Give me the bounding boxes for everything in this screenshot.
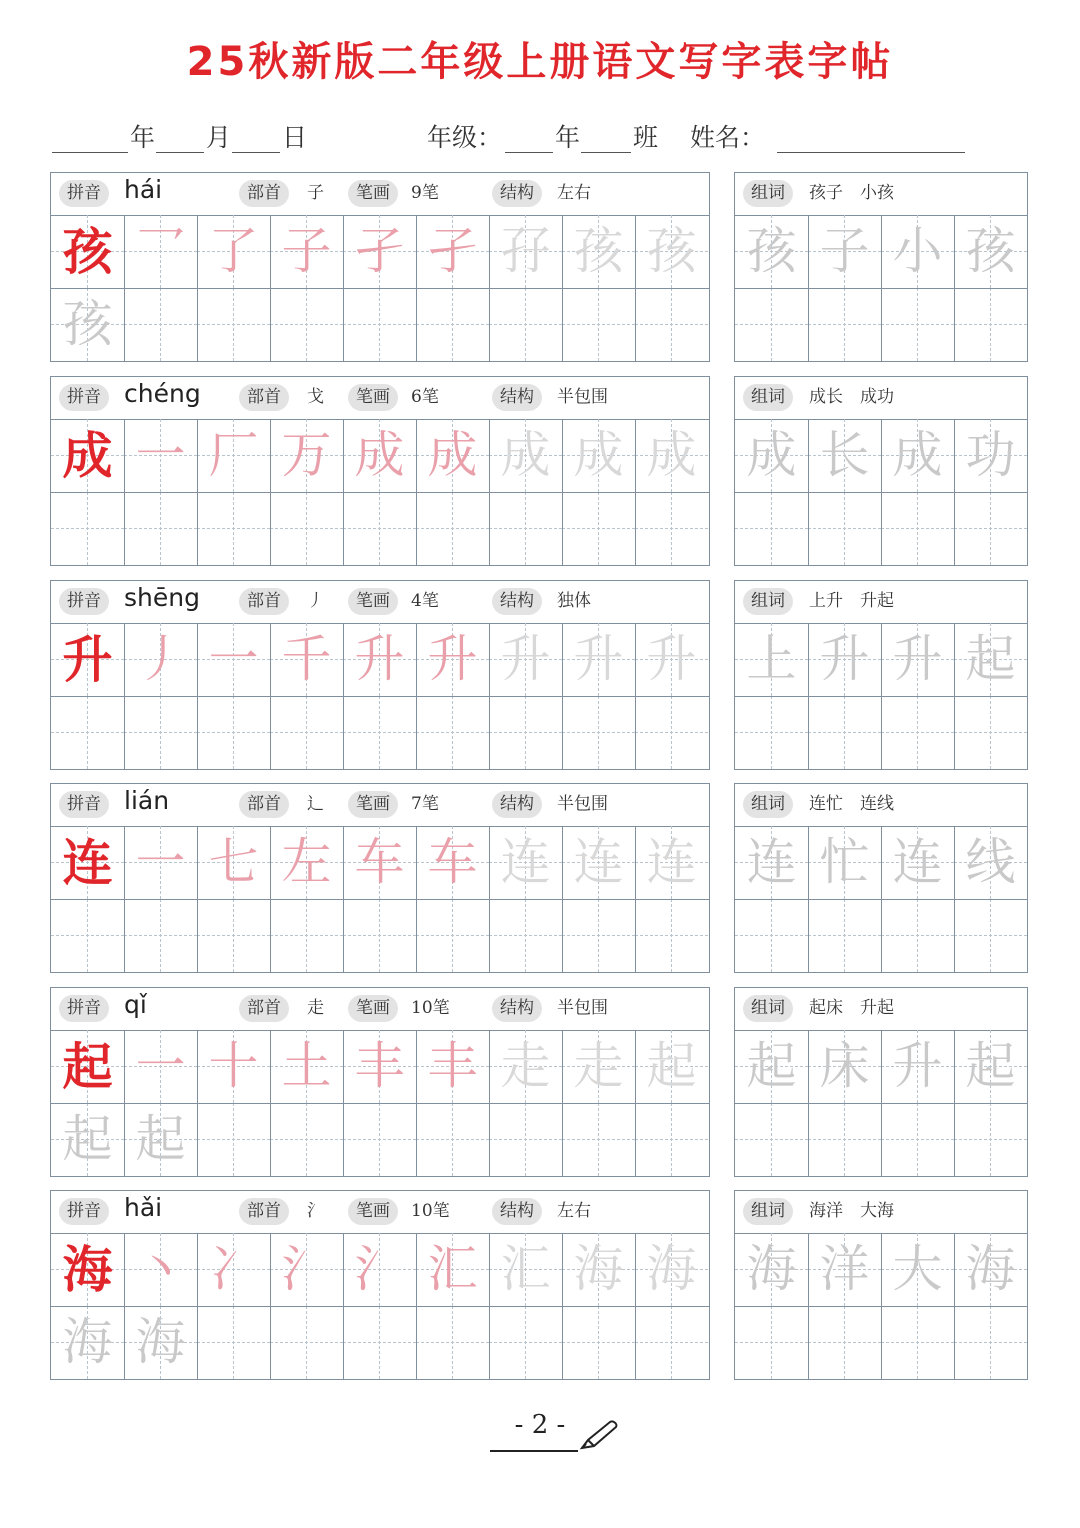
word-trace-character: 升: [892, 1037, 943, 1095]
grid-cell[interactable]: [635, 1103, 708, 1176]
structure-tag: 结构: [492, 791, 542, 818]
word-trace-character: 大: [892, 1240, 943, 1298]
day-label: 日: [282, 123, 308, 152]
words-tag: 组词: [743, 588, 793, 615]
word-trace-character: 上: [746, 630, 797, 688]
grid-cell[interactable]: [270, 899, 343, 972]
trace-character: 海: [135, 1313, 186, 1371]
info-header: [51, 988, 709, 1031]
grid-cell[interactable]: [735, 288, 808, 361]
grid-cell[interactable]: [489, 696, 562, 769]
pinyin-tag: 拼音: [59, 995, 109, 1022]
month-blank[interactable]: [156, 152, 204, 153]
grid-cell[interactable]: [562, 899, 635, 972]
grade-year-label: 年: [555, 123, 581, 152]
radical-value: 走: [307, 998, 324, 1018]
stroke-step: 丰: [354, 1037, 405, 1095]
grid-cell[interactable]: [343, 696, 416, 769]
stroke-step: 成: [500, 426, 551, 484]
stroke-step: 连: [573, 833, 624, 891]
strokes-value: 4笔: [411, 591, 439, 611]
stroke-step: 走: [500, 1037, 551, 1095]
words-box: [734, 376, 1028, 566]
stroke-step: 土: [281, 1037, 332, 1095]
radical-value: 辶: [307, 794, 324, 814]
word-trace-character: 孩: [746, 222, 797, 280]
info-header: [51, 784, 709, 827]
stroke-step: 车: [354, 833, 405, 891]
grid-cell[interactable]: [808, 899, 881, 972]
grid-cell[interactable]: [635, 696, 708, 769]
word-trace-character: 起: [965, 1037, 1016, 1095]
pinyin-value: chéng: [124, 379, 201, 408]
char-section: [50, 580, 1030, 770]
stroke-step: 连: [646, 833, 697, 891]
words-grid: [735, 623, 1027, 769]
pinyin-value: hái: [124, 175, 163, 204]
stroke-step: 七: [208, 833, 259, 891]
stroke-step: 左: [281, 833, 332, 891]
grid-cell[interactable]: [489, 899, 562, 972]
practice-box: [50, 376, 710, 566]
practice-box: [50, 1190, 710, 1380]
grid-cell[interactable]: [270, 696, 343, 769]
grid-cell[interactable]: [416, 696, 489, 769]
grid-cell[interactable]: [635, 492, 708, 565]
practice-box: [50, 580, 710, 770]
year-label: 年: [130, 123, 156, 152]
words-value: 孩子 小孩: [809, 183, 894, 203]
writing-grid: [51, 623, 709, 769]
grid-hline: [51, 899, 709, 900]
practice-box: [50, 987, 710, 1177]
grid-cell[interactable]: [197, 1103, 270, 1176]
words-box: [734, 987, 1028, 1177]
grid-cell[interactable]: [343, 1306, 416, 1379]
words-value: 起床 升起: [809, 998, 894, 1018]
stroke-step: 万: [281, 426, 332, 484]
grid-cell[interactable]: [416, 288, 489, 361]
grade-label: 年级：: [427, 123, 503, 152]
class-label: 班: [633, 123, 659, 152]
grid-cell[interactable]: [635, 288, 708, 361]
writing-grid: [51, 1030, 709, 1176]
word-trace-character: 连: [746, 833, 797, 891]
grid-cell[interactable]: [416, 492, 489, 565]
grid-cell[interactable]: [124, 492, 197, 565]
structure-value: 独体: [557, 591, 591, 611]
grid-cell[interactable]: [635, 1306, 708, 1379]
strokes-tag: 笔画: [348, 791, 398, 818]
stroke-step: 走: [573, 1037, 624, 1095]
trace-character: 海: [62, 1313, 113, 1371]
model-character: 连: [62, 833, 113, 892]
pinyin-value: hǎi: [124, 1193, 163, 1222]
grid-hline: [735, 492, 1027, 493]
word-trace-character: 子: [819, 222, 870, 280]
grid-cell[interactable]: [954, 899, 1027, 972]
stroke-step: 汇: [427, 1240, 478, 1298]
words-grid: [735, 419, 1027, 565]
model-character: 海: [62, 1240, 113, 1299]
stroke-step: 升: [573, 630, 624, 688]
strokes-value: 9笔: [411, 183, 439, 203]
grid-cell[interactable]: [562, 696, 635, 769]
stroke-step: 一: [135, 426, 186, 484]
stroke-step: 连: [500, 833, 551, 891]
words-box: [734, 580, 1028, 770]
pinyin-value: lián: [124, 786, 170, 815]
grid-hline: [51, 288, 709, 289]
words-header: [735, 1191, 1027, 1234]
grid-hline: [735, 1103, 1027, 1104]
grid-cell[interactable]: [416, 1306, 489, 1379]
grid-hline: [735, 288, 1027, 289]
word-trace-character: 起: [965, 630, 1016, 688]
pinyin-tag: 拼音: [59, 588, 109, 615]
stroke-step: 一: [208, 630, 259, 688]
grid-cell[interactable]: [735, 492, 808, 565]
grid-cell[interactable]: [270, 288, 343, 361]
stroke-step: 一: [135, 1037, 186, 1095]
grid-cell[interactable]: [343, 1103, 416, 1176]
words-value: 成长 成功: [809, 387, 894, 407]
words-tag: 组词: [743, 995, 793, 1022]
info-line: [50, 118, 1030, 158]
grid-cell[interactable]: [51, 492, 124, 565]
stroke-step: 升: [354, 630, 405, 688]
stroke-step: 孖: [500, 222, 551, 280]
trace-character: 起: [135, 1110, 186, 1168]
grid-cell[interactable]: [489, 288, 562, 361]
grid-cell[interactable]: [197, 1306, 270, 1379]
strokes-tag: 笔画: [348, 180, 398, 207]
stroke-step: 孩: [646, 222, 697, 280]
words-tag: 组词: [743, 791, 793, 818]
grid-cell[interactable]: [735, 1306, 808, 1379]
grid-cell[interactable]: [881, 492, 954, 565]
words-header: [735, 784, 1027, 827]
writing-grid: [51, 826, 709, 972]
practice-box: [50, 172, 710, 362]
grid-cell[interactable]: [489, 1306, 562, 1379]
trace-character: 起: [62, 1110, 113, 1168]
info-header: [51, 1191, 709, 1234]
name-blank[interactable]: [777, 152, 965, 153]
stroke-step: 十: [208, 1037, 259, 1095]
stroke-step: 氵: [281, 1240, 332, 1298]
stroke-step: 厂: [208, 426, 259, 484]
structure-value: 半包围: [557, 998, 608, 1018]
char-section: [50, 783, 1030, 973]
grid-cell[interactable]: [881, 696, 954, 769]
word-trace-character: 成: [746, 426, 797, 484]
stroke-step: 冫: [208, 1240, 259, 1298]
footer-underline: [490, 1450, 578, 1452]
char-section: [50, 987, 1030, 1177]
stroke-step: 海: [646, 1240, 697, 1298]
grid-cell[interactable]: [343, 899, 416, 972]
words-header: [735, 581, 1027, 624]
grid-hline: [735, 899, 1027, 900]
words-box: [734, 1190, 1028, 1380]
word-trace-character: 孩: [965, 222, 1016, 280]
grid-cell[interactable]: [562, 492, 635, 565]
info-header: [51, 377, 709, 420]
radical-tag: 部首: [239, 588, 289, 615]
strokes-tag: 笔画: [348, 588, 398, 615]
words-tag: 组词: [743, 1198, 793, 1225]
radical-tag: 部首: [239, 995, 289, 1022]
stroke-step: 孩: [573, 222, 624, 280]
grid-cell[interactable]: [808, 492, 881, 565]
grid-cell[interactable]: [808, 696, 881, 769]
stroke-step: 汇: [500, 1240, 551, 1298]
word-trace-character: 床: [819, 1037, 870, 1095]
grid-cell[interactable]: [489, 492, 562, 565]
words-grid: [735, 826, 1027, 972]
radical-tag: 部首: [239, 384, 289, 411]
stroke-step: 升: [646, 630, 697, 688]
word-trace-character: 长: [819, 426, 870, 484]
pinyin-tag: 拼音: [59, 791, 109, 818]
grid-cell[interactable]: [954, 1103, 1027, 1176]
structure-tag: 结构: [492, 995, 542, 1022]
stroke-step: 起: [646, 1037, 697, 1095]
structure-tag: 结构: [492, 588, 542, 615]
stroke-step: 了: [208, 222, 259, 280]
strokes-tag: 笔画: [348, 384, 398, 411]
grid-cell[interactable]: [51, 696, 124, 769]
grid-cell[interactable]: [197, 899, 270, 972]
grid-cell[interactable]: [124, 288, 197, 361]
stroke-step: 成: [573, 426, 624, 484]
stroke-step: 千: [281, 630, 332, 688]
grid-cell[interactable]: [562, 1306, 635, 1379]
stroke-step: 海: [573, 1240, 624, 1298]
strokes-value: 10笔: [411, 1201, 450, 1221]
word-trace-character: 升: [892, 630, 943, 688]
radical-tag: 部首: [239, 180, 289, 207]
grid-cell[interactable]: [735, 1103, 808, 1176]
grid-cell[interactable]: [735, 899, 808, 972]
grid-cell[interactable]: [954, 1306, 1027, 1379]
structure-tag: 结构: [492, 1198, 542, 1225]
grade-blank[interactable]: [505, 152, 553, 153]
words-box: [734, 783, 1028, 973]
words-tag: 组词: [743, 384, 793, 411]
char-section: [50, 172, 1030, 362]
grid-cell[interactable]: [489, 1103, 562, 1176]
pinyin-tag: 拼音: [59, 1198, 109, 1225]
words-header: [735, 377, 1027, 420]
grid-cell[interactable]: [124, 696, 197, 769]
structure-tag: 结构: [492, 384, 542, 411]
strokes-value: 10笔: [411, 998, 450, 1018]
writing-grid: [51, 1233, 709, 1379]
word-trace-character: 成: [892, 426, 943, 484]
stroke-step: 成: [427, 426, 478, 484]
model-character: 成: [62, 426, 113, 485]
words-grid: [735, 215, 1027, 361]
day-blank[interactable]: [232, 152, 280, 153]
stroke-step: 升: [500, 630, 551, 688]
words-header: [735, 988, 1027, 1031]
grid-cell[interactable]: [808, 1103, 881, 1176]
stroke-step: 丿: [135, 630, 186, 688]
class-blank[interactable]: [581, 152, 631, 153]
words-value: 上升 升起: [809, 591, 894, 611]
radical-value: 子: [307, 183, 324, 203]
radical-tag: 部首: [239, 1198, 289, 1225]
grid-cell[interactable]: [416, 899, 489, 972]
grid-cell[interactable]: [197, 288, 270, 361]
grid-cell[interactable]: [954, 492, 1027, 565]
strokes-value: 6笔: [411, 387, 439, 407]
words-tag: 组词: [743, 180, 793, 207]
model-character: 升: [62, 630, 113, 689]
words-value: 连忙 连线: [809, 794, 894, 814]
model-character: 孩: [62, 222, 113, 281]
stroke-step: 升: [427, 630, 478, 688]
grid-cell[interactable]: [51, 899, 124, 972]
grid-hline: [735, 1306, 1027, 1307]
radical-value: 氵: [307, 1201, 324, 1221]
char-section: [50, 376, 1030, 566]
grid-cell[interactable]: [881, 899, 954, 972]
word-trace-character: 小: [892, 222, 943, 280]
stroke-step: 成: [354, 426, 405, 484]
grid-hline: [51, 696, 709, 697]
radical-tag: 部首: [239, 791, 289, 818]
grid-cell[interactable]: [343, 288, 416, 361]
year-blank[interactable]: [52, 152, 128, 153]
radical-value: 戈: [307, 387, 324, 407]
words-header: [735, 173, 1027, 216]
grid-cell[interactable]: [954, 696, 1027, 769]
trace-character: 孩: [62, 295, 113, 353]
grid-cell[interactable]: [881, 1306, 954, 1379]
month-label: 月: [206, 123, 232, 152]
name-label: 姓名：: [690, 123, 766, 152]
grid-cell[interactable]: [124, 899, 197, 972]
pinyin-value: qǐ: [124, 990, 147, 1019]
grid-cell[interactable]: [954, 288, 1027, 361]
grid-cell[interactable]: [343, 492, 416, 565]
grid-cell[interactable]: [735, 696, 808, 769]
practice-box: [50, 783, 710, 973]
stroke-step: 氵: [354, 1240, 405, 1298]
strokes-tag: 笔画: [348, 995, 398, 1022]
grid-cell[interactable]: [808, 288, 881, 361]
words-grid: [735, 1233, 1027, 1379]
word-trace-character: 功: [965, 426, 1016, 484]
stroke-step: 车: [427, 833, 478, 891]
radical-value: 丿: [307, 591, 324, 611]
stroke-step: 乛: [135, 222, 186, 280]
strokes-tag: 笔画: [348, 1198, 398, 1225]
word-trace-character: 线: [965, 833, 1016, 891]
pinyin-value: shēng: [124, 583, 200, 612]
grid-cell[interactable]: [416, 1103, 489, 1176]
grid-cell[interactable]: [270, 492, 343, 565]
grid-cell[interactable]: [197, 696, 270, 769]
grid-cell[interactable]: [562, 1103, 635, 1176]
word-trace-character: 海: [746, 1240, 797, 1298]
word-trace-character: 忙: [819, 833, 870, 891]
info-header: [51, 581, 709, 624]
pen-icon: [578, 1418, 622, 1452]
structure-value: 左右: [557, 1201, 591, 1221]
structure-value: 半包围: [557, 387, 608, 407]
grid-cell[interactable]: [197, 492, 270, 565]
char-section: [50, 1190, 1030, 1380]
info-header: [51, 173, 709, 216]
strokes-value: 7笔: [411, 794, 439, 814]
stroke-step: 成: [646, 426, 697, 484]
grid-cell[interactable]: [808, 1306, 881, 1379]
word-trace-character: 升: [819, 630, 870, 688]
writing-grid: [51, 419, 709, 565]
word-trace-character: 连: [892, 833, 943, 891]
words-grid: [735, 1030, 1027, 1176]
grid-cell[interactable]: [881, 288, 954, 361]
stroke-step: 丰: [427, 1037, 478, 1095]
stroke-step: 丶: [135, 1240, 186, 1298]
grid-hline: [51, 492, 709, 493]
stroke-step: 一: [135, 833, 186, 891]
stroke-step: 孑: [354, 222, 405, 280]
page-number: - 2 -: [514, 1410, 566, 1440]
page-title: 25秋新版二年级上册语文写字表字帖: [186, 39, 894, 85]
stroke-step: 孑: [427, 222, 478, 280]
model-character: 起: [62, 1037, 113, 1096]
pinyin-tag: 拼音: [59, 180, 109, 207]
grid-hline: [735, 696, 1027, 697]
word-trace-character: 洋: [819, 1240, 870, 1298]
grid-cell[interactable]: [881, 1103, 954, 1176]
writing-grid: [51, 215, 709, 361]
word-trace-character: 海: [965, 1240, 1016, 1298]
grid-cell[interactable]: [562, 288, 635, 361]
pinyin-tag: 拼音: [59, 384, 109, 411]
words-value: 海洋 大海: [809, 1201, 894, 1221]
stroke-step: 子: [281, 222, 332, 280]
structure-value: 半包围: [557, 794, 608, 814]
word-trace-character: 起: [746, 1037, 797, 1095]
structure-value: 左右: [557, 183, 591, 203]
grid-cell[interactable]: [270, 1306, 343, 1379]
structure-tag: 结构: [492, 180, 542, 207]
grid-cell[interactable]: [270, 1103, 343, 1176]
words-box: [734, 172, 1028, 362]
grid-cell[interactable]: [635, 899, 708, 972]
